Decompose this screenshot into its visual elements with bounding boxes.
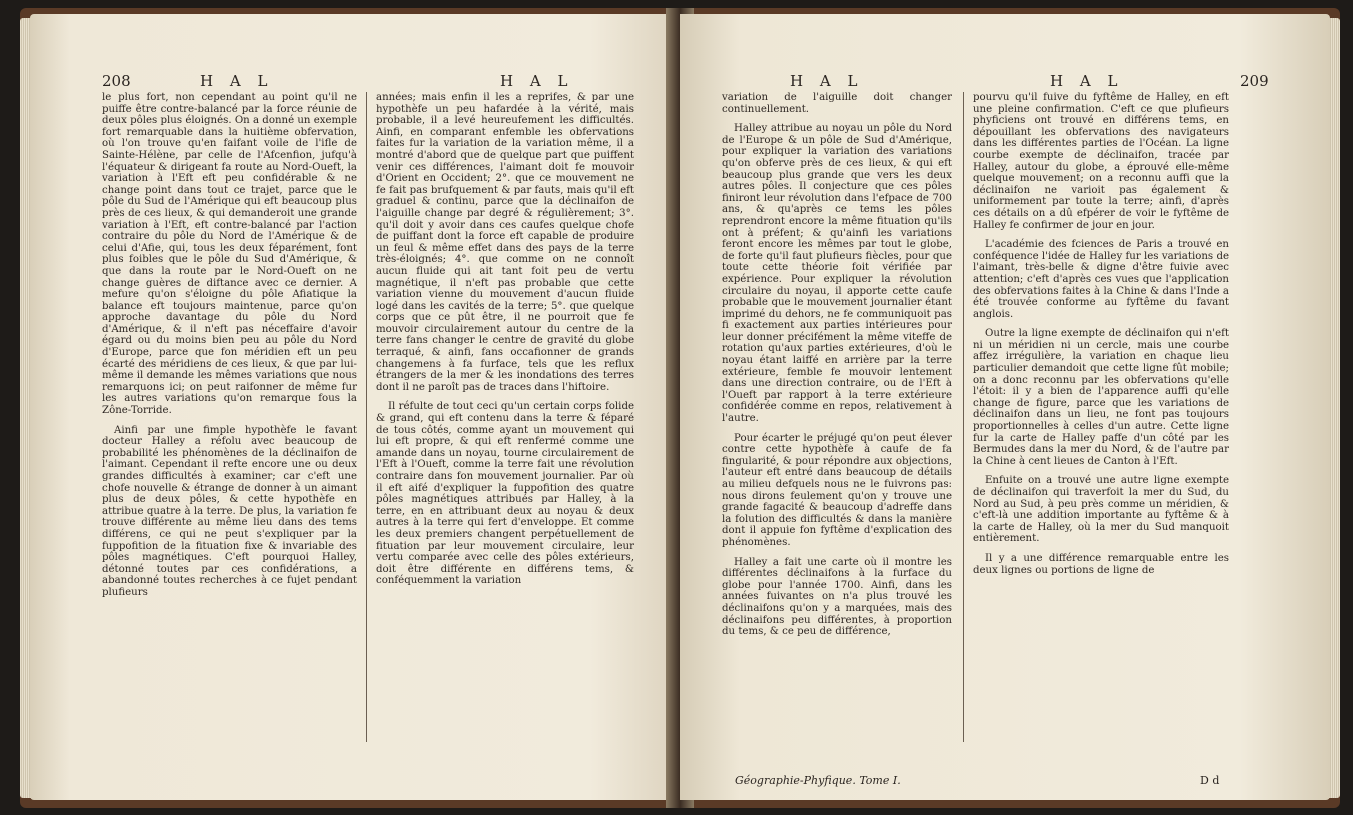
paragraph: L'académie des fciences de Paris a trouvé en conféquence l'idée de Halley fur les variations de l'aimant, très-belle & digne d'être fuivie avec attention; c'eft d'après ces vues que l'application des obfervations faites à la Chine & dans l'Inde a été trouvée conforme au fyftême du favant anglois. [973, 239, 1229, 320]
running-head-right-2: H A L [1050, 72, 1124, 90]
running-head-left-2: H A L [500, 72, 574, 90]
column-rule [963, 92, 964, 742]
paragraph: Outre la ligne exempte de déclinaifon qui n'eft ni un méridien ni un cercle, mais une courbe affez irrégulière, la variation en chaque lieu particulier demandoit que cette ligne fût mobile; on a donc reconnu par les obfervations qu'elle l'étoit: il y a bien de l'apparence auffi qu'elle change de figure, parce que les variations de déclinaifon dans un lieu, ne font pas toujours proportionnelles à celles d'un autre. Cette ligne fur la carte de Halley paffe d'un côté par les Bermudes dans la mer du Nord, & de l'autre par la Chine à cent lieues de Canton à l'Eft. [973, 328, 1229, 467]
paragraph: Ainfi par une fimple hypothèfe le favant docteur Halley a réfolu avec beaucoup de probabilité les phénomènes de la déclinaifon de l'aimant. Cependant il refte encore une ou deux grandes difficultés à examiner; car c'eft une chofe nouvelle & étrange de donner à un aimant plus de deux pôles, & cette hypothèfe en attribue quatre à la terre. De plus, la variation fe trouve différente au même lieu dans des tems différens, ce qui ne peut s'expliquer par la fuppofition de la fituation fixe & invariable des pôles magnétiques. C'eft pourquoi Halley, détonné toutes par ces confidérations, a abandonné toutes recherches à ce fujet pendant plufieurs [102, 424, 357, 598]
paragraph: Halley a fait une carte où il montre les différentes déclinaifons à la furface du globe pour l'année 1700. Ainfi, dans les années fuivantes on n'a plus trouvé les déclinaifons qu'on y a marquées, mais des déclinaifons peu différentes, à proportion du tems, & ce peu de différence, [722, 556, 952, 638]
paragraph: le plus fort, non cependant au point qu'il ne puiffe être contre-balancé par la force réunie de deux pôles plus éloignés. On a donné un exemple fort remarquable dans la huitième obfervation, où l'on trouve qu'en faifant voile de l'ifle de Sainte-Hélène, par celle de l'Afcenfion, jufqu'à l'équateur & dirigeant fa route au Nord-Oueft, la variation à l'Eft eft peu confidérable & ne change point dans tout ce trajet, parce que le pôle du Sud de l'Amérique qui eft beaucoup plus près de ces lieux, & qui demanderoit une grande variation à l'Eft, eft contre-balancé par l'action contraire du pôle du Nord de l'Amérique & de celui d'Afie, qui, tous les deux féparément, font plus foibles que le pôle du Sud d'Amérique, & que dans la route par le Nord-Oueft on ne change guères de diftance avec ce dernier. A mefure qu'on s'éloigne du pôle Afiatique la balance eft toujours maintenue, parce qu'on approche davantage du pôle du Nord d'Amérique, & il n'eft pas néceffaire d'avoir égard ou du moins bien peu au pôle du Nord d'Europe, parce que fon méridien eft un peu écarté des méridiens de ces lieux, & que par lui-même il demande les mêmes variations que nous remarquons ici; on peut raifonner de même fur les autres variations qu'on remarque fous la Zône-Torride. [102, 92, 357, 417]
footer-title: Géographie-Phyfique. Tome I. [735, 774, 901, 787]
page-number-left: 208 [102, 72, 131, 90]
right-page-column-2 [973, 92, 1229, 584]
paragraph: Il réfulte de tout ceci qu'un certain corps folide & grand, qui eft contenu dans la terre & féparé de tous côtés, comme ayant un mouvement qui lui eft propre, & qui eft renfermé comme une amande dans un noyau, tourne circulairement de l'Eft à l'Oueft, comme la terre fait une révolution contraire dans fon mouvement journalier. Par où il eft aifé d'expliquer la fuppofition des quatre pôles magnétiques attribués par Halley, à la terre, en en attribuant deux au noyau & deux autres à la terre qui fert d'enveloppe. Et comme les deux premiers changent perpétuellement de fituation par leur mouvement circulaire, leur vertu comparée avec celle des pôles extérieurs, doit être différente en différens tems, & conféquemment la variation [376, 401, 634, 587]
paragraph: Halley attribue au noyau un pôle du Nord de l'Europe & un pôle de Sud d'Amérique, pour expliquer la variation des variations qu'on obferve près de ces lieux, & qui eft beaucoup plus grande que vers les deux autres pôles. Il conjecture que ces pôles finiront leur révolution dans l'efpace de 700 ans, & qu'après ce tems les pôles reprendront encore la même fituation qu'ils ont à préfent; & qu'ainfi les variations feront encore les mêmes par tout le globe, de forte qu'il faut plufieurs fiècles, pour que toute cette théorie foit vérifiée par expérience. Pour expliquer la révolution circulaire du noyau, il apporte cette caufe probable que le mouvement journalier étant imprimé du dehors, ne fe communiquoit pas fi exactement aux parties intérieures pour leur donner précifément la même viteffe de rotation qu'aux parties extérieures, d'où le noyau étant laiffé en arrière par la terre extérieure, femble fe mouvoir lentement dans une direction contraire, ou de l'Eft à l'Oueft par rapport à la terre extérieure confidérée comme en repos, relativement à l'autre. [722, 123, 952, 425]
right-page-column-1 [722, 92, 952, 646]
signature-mark: D d [1200, 774, 1220, 787]
paragraph: Pour écarter le préjugé qu'on peut élever contre cette hypothèfe à caufe de fa fingularité, & pour répondre aux objections, l'auteur eft entré dans beaucoup de détails au milieu defquels nous ne le fuivrons pas: nous dirons feulement qu'on y trouve une grande fagacité & beaucoup d'adreffe dans la folution des difficultés & dans la manière dont il appuie fon fyftême d'explication des phénomènes. [722, 432, 952, 548]
left-page-column-2 [376, 92, 634, 595]
column-rule [366, 92, 367, 742]
right-page [680, 14, 1330, 800]
paragraph: pourvu qu'il fuive du fyftême de Halley, en eft une pleine confirmation. C'eft ce que plufieurs phyficiens ont trouvé en différens tems, en dépouillant les obfervations des navigateurs dans les différentes parties de l'Océan. La ligne courbe exempte de déclinaifon, tracée par Halley, autour du globe, a éprouvé elle-même quelque mouvement; on a reconnu auffi que la déclinaifon ne varioit pas également & uniformement par toute la terre; ainfi, d'après ces détails on a dû efpérer de voir le fyftême de Halley fe confirmer de jour en jour. [973, 92, 1229, 231]
running-head-left-1: H A L [200, 72, 274, 90]
left-page-column-1 [102, 92, 357, 607]
paragraph: variation de l'aiguille doit changer continuellement. [722, 92, 952, 115]
left-page [30, 14, 676, 800]
paragraph: Enfuite on a trouvé une autre ligne exempte de déclinaifon qui traverfoit la mer du Sud, du Nord au Sud, à peu près comme un méridien, & c'eft-là une addition importante au fyftême & à la carte de Halley, où la mer du Sud manquoit entièrement. [973, 475, 1229, 545]
paragraph: années; mais enfin il les a reprifes, & par une hypothèfe un peu hafardée à la vérité, mais probable, il a levé heureufement les difficultés. Ainfi, en comparant enfemble les obfervations faites fur la variation de la variation même, il a montré d'abord que de quelque part que puiffent venir ces différences, l'aimant doit fe mouvoir d'Orient en Occident; 2°. que ce mouvement ne fe fait pas brufquement & par fauts, mais qu'il eft graduel & continu, parce que la déclinaifon de l'aiguille change par degré & régulièrement; 3°. qu'il doit y avoir dans ces caufes quelque chofe de puiffant dont la force eft capable de produire un feul & même effet dans des pays de la terre très-éloignés; 4°. que comme on ne connoît aucun fluide qui ait tant foit peu de vertu magnétique, il n'eft pas probable que cette variation vienne du mouvement d'aucun fluide logé dans les cavités de la terre; 5°. que quelque corps que ce pût être, il ne pourroit que fe mouvoir circulairement autour du centre de la terre fans changer le centre de gravité du globe terraqué, & ainfi, fans occafionner de grands changemens à fa furface, tels que les reflux étrangers de la mer & les inondations des terres dont il ne paroît pas de traces dans l'hiftoire. [376, 92, 634, 393]
book [20, 8, 1340, 808]
running-head-right-1: H A L [790, 72, 864, 90]
paragraph: Il y a une différence remarquable entre les deux lignes ou portions de ligne de [973, 552, 1229, 576]
page-number-right: 209 [1240, 72, 1269, 90]
